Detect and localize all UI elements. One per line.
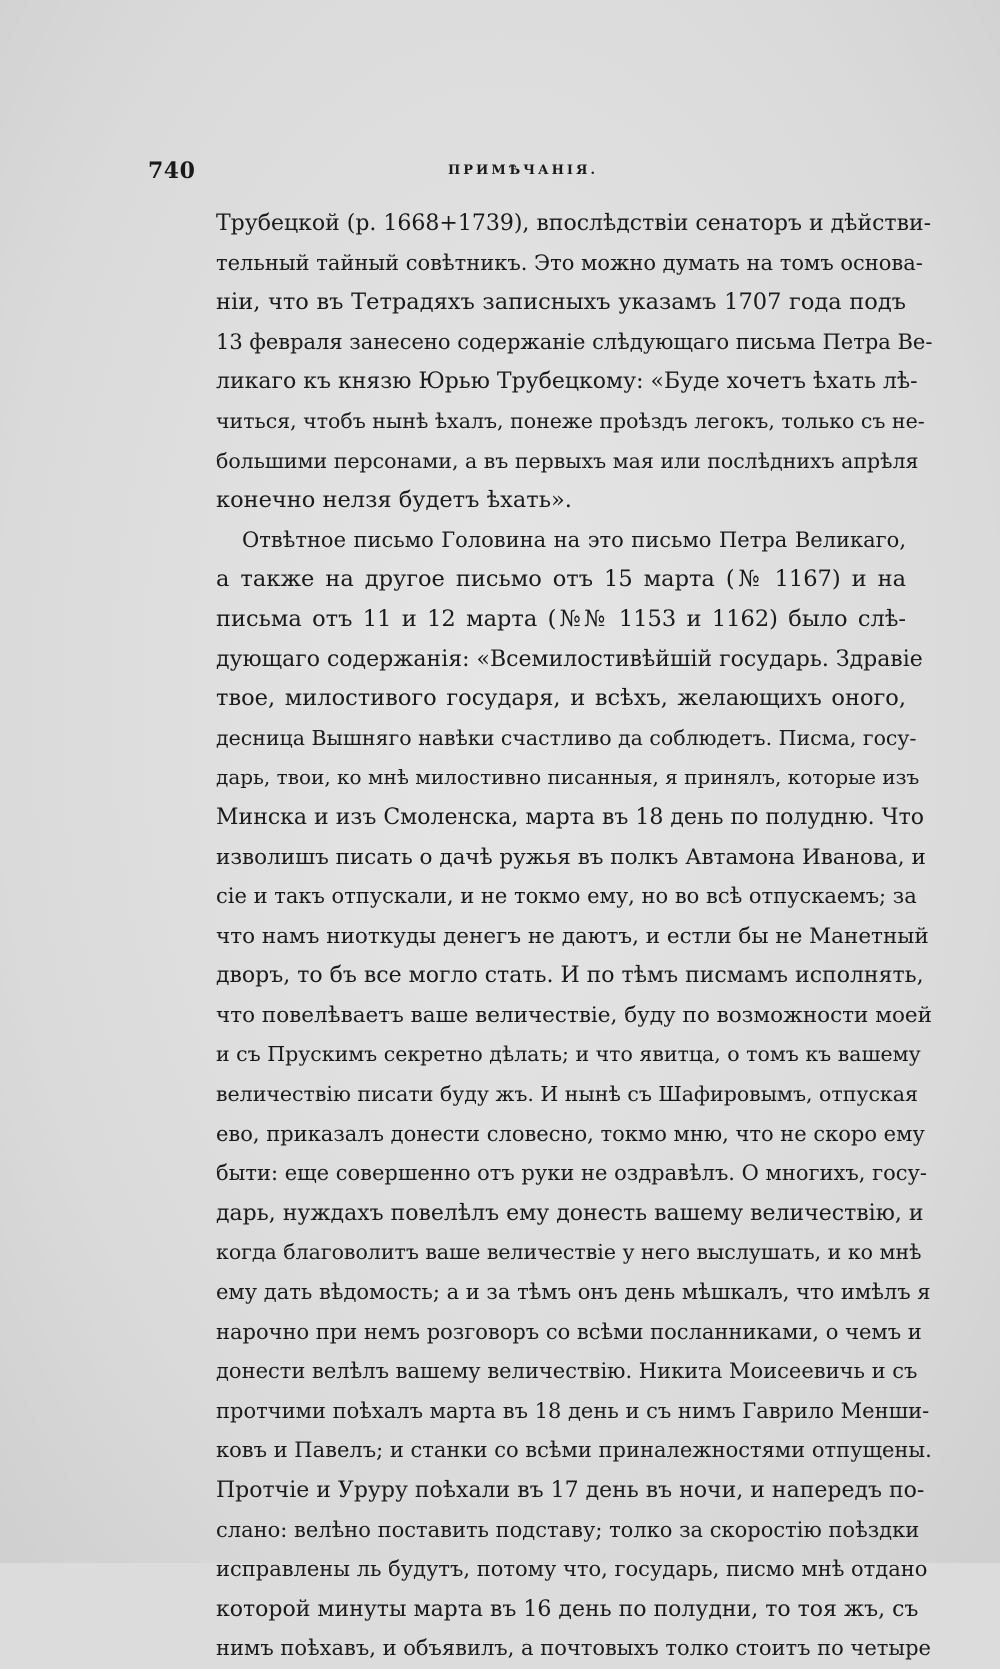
text-line: дующаго содержанія: «Всемилостивѣйшій государь. Здравіе [216,646,923,672]
text-line: сіе и такъ отпускали, и не токмо ему, но во всѣ отпускаемъ; за [216,884,917,909]
text-line: Трубецкой (р. 1668+1739), впослѣдствіи сенаторъ и дѣйстви- [216,211,932,236]
text-line: ковъ и Павелъ; и станки со всѣми приналежностями отпущены. [216,1438,932,1463]
text-line: большими персонами, а въ первыхъ мая или послѣднихъ апрѣля [216,448,919,473]
text-line: донести велѣлъ вашему величествію. Никита Моисеевичь и съ [216,1359,918,1384]
text-line: твое, милостивого государя, и всѣхъ, желающихъ оного, [216,685,906,712]
text-line: конечно нелзя будетъ ѣхать». [216,487,572,514]
page-header [148,158,908,188]
text-line: ніи, что въ Тетрадяхъ записныхъ указамъ 1707 года подъ [216,289,906,316]
text-line: протчими поѣхалъ марта въ 18 день и съ нимъ Гаврило Менши- [216,1398,930,1423]
text-line: когда благоволитъ ваше величествіе у него выслушать, и ко мнѣ [216,1240,922,1265]
text-line: нарочно при немъ розговоръ со всѣми посланниками, о чемъ и [216,1319,922,1344]
text-line: ликаго къ князю Юрью Трубецкому: «Буде хочетъ ѣхать лѣ- [216,369,918,395]
text-line: дворъ, то бъ все могло стать. И по тѣмъ писмамъ исполнять, [216,963,924,989]
text-line: быти: еще совершенно отъ руки не оздравѣлъ. О многихъ, госу- [216,1161,927,1186]
text-line: изволишъ писать о дачѣ ружья въ полкъ Автамона Иванова, и [216,844,926,870]
text-line: письма отъ 11 и 12 марта (№№ 1153 и 1162) было слѣ- [216,605,906,632]
text-line: что повелѣваетъ ваше величествіе, буду по возможности моей [216,1002,932,1028]
text-line: величествію писати буду жъ. И нынѣ съ Шафировымъ, отпуская [216,1082,918,1107]
text-line: а также на другое письмо отъ 15 марта (№ 1167) и на [216,566,906,593]
text-line: десница Вышняго навѣки счастливо да соблюдетъ. Писма, госу- [216,725,917,750]
body-text [216,204,933,1669]
running-head: ПРИМѢЧАНІЯ. [448,163,598,178]
text-line: которой минуты марта въ 16 день по полудни, то тоя жъ, съ [216,1596,919,1622]
text-line: читься, чтобъ нынѣ ѣхалъ, понеже проѣздъ легокъ, только съ не- [216,408,925,433]
text-line: Отвѣтное письмо Головина на это письмо Петра Великаго, [242,527,906,552]
text-line: что намъ ниоткуды денегъ не даютъ, и естли бы не Манетный [216,923,929,949]
text-line: Протчіе и Уруру поѣхали въ 17 день въ ночи, и напередъ по- [216,1478,925,1503]
text-line: Минска и изъ Смоленска, марта въ 18 день по полудню. Что [216,804,925,830]
text-line: ево, приказалъ донести словесно, токмо мню, что не скоро ему [216,1121,925,1146]
text-line: слано: велѣно поставить подставу; толко за скоростію поѣздки [216,1517,920,1542]
text-line: исправлены ль будутъ, потому что, государь, писмо мнѣ отдано [216,1557,928,1582]
text-line: нимъ поѣхавъ, и объявилъ, а почтовыхъ толко стоитъ по четыре [216,1636,931,1661]
text-line: дарь, твои, ко мнѣ милостивно писанныя, я принялъ, которые изъ [216,765,920,790]
text-line: тельный тайный совѣтникъ. Это можно думать на томъ основа- [216,250,923,275]
text-line: ему дать вѣдомость; а и за тѣмъ онъ день мѣшкалъ, что имѣлъ я [216,1280,931,1305]
text-line: и съ Прускимъ секретно дѣлать; и что явитца, о томъ къ вашему [216,1042,921,1067]
page-number: 740 [148,158,196,184]
text-line: 13 февраля занесено содержаніе слѣдующаго письма Петра Ве- [216,329,933,354]
text-line: дарь, нуждахъ повелѣлъ ему донесть вашему величествію, и [216,1200,924,1226]
